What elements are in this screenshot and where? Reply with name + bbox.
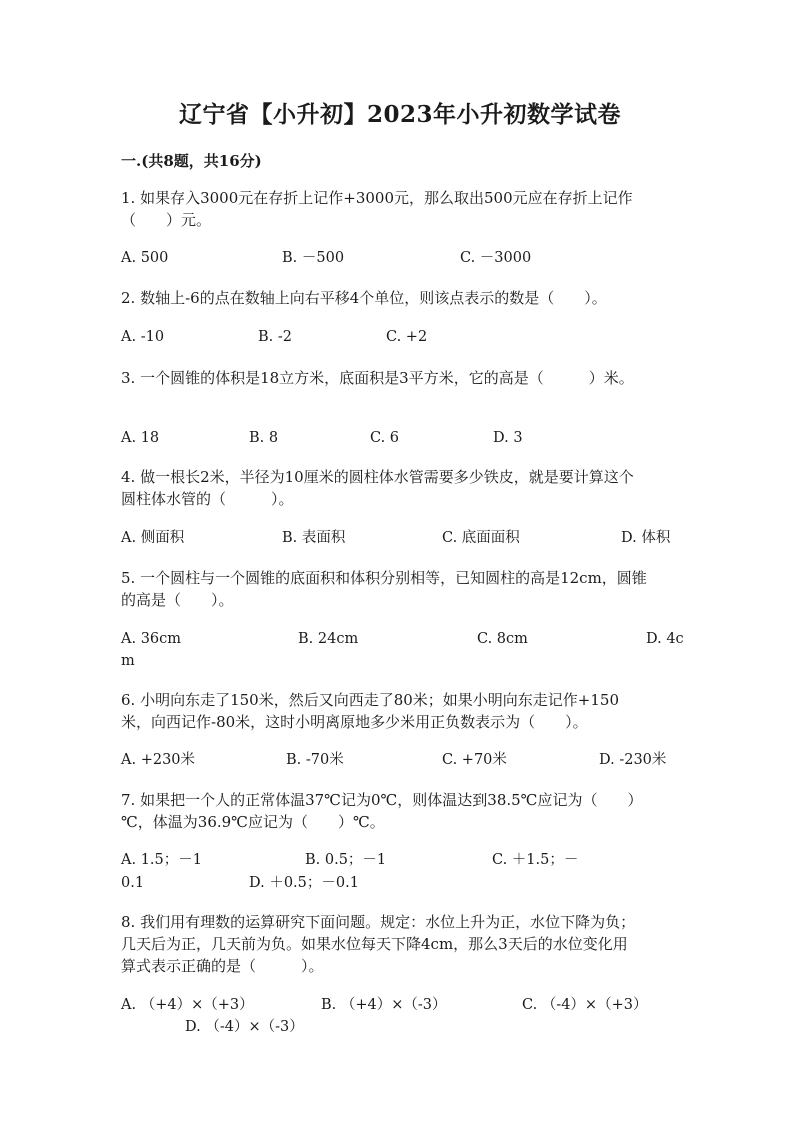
question-7-line-1: 7. 如果把一个人的正常体温37℃记为0℃，则体温达到38.5℃应记为（ ） <box>121 791 643 809</box>
question-5-line-2: 的高是（ ）。 <box>121 591 234 609</box>
question-5-line-1: 5. 一个圆柱与一个圆锥的底面积和体积分别相等，已知圆柱的高是12cm，圆锥 <box>121 569 647 587</box>
question-8-option-b: B. （+4）×（-3） <box>321 997 447 1013</box>
question-6-option-c: C. +70米 <box>442 752 507 768</box>
question-6-option-a: A. +230米 <box>121 752 196 768</box>
question-7-option-c-wrap: 0.1 <box>121 875 145 891</box>
question-6-line-1: 6. 小明向东走了150米，然后又向西走了80米；如果小明向东走记作+150 <box>121 691 619 709</box>
question-5-option-d: D. 4c <box>646 631 684 647</box>
question-4-line-1: 4. 做一根长2米，半径为10厘米的圆柱体水管需要多少铁皮，就是要计算这个 <box>121 468 634 486</box>
question-8-option-a: A. （+4）×（+3） <box>121 997 254 1013</box>
question-2-option-c: C. +2 <box>386 329 428 345</box>
question-1-option-b: B. －500 <box>282 250 345 266</box>
question-3-option-a: A. 18 <box>121 430 160 446</box>
question-1-option-a: A. 500 <box>121 250 169 266</box>
question-7-option-a: A. 1.5；－1 <box>121 852 202 868</box>
question-5-option-d-wrap: m <box>121 653 135 669</box>
question-2-line-1: 2. 数轴上-6的点在数轴上向右平移4个单位，则该点表示的数是（ ）。 <box>121 289 607 307</box>
question-8-line-1: 8. 我们用有理数的运算研究下面问题。规定：水位上升为正，水位下降为负； <box>121 913 636 931</box>
question-5-option-c: C. 8cm <box>477 631 528 647</box>
question-2-option-a: A. -10 <box>121 329 165 345</box>
section-header: 一.(共8题，共16分) <box>121 152 262 170</box>
question-6-line-2: 米，向西记作-80米，这时小明离原地多少米用正负数表示为（ ）。 <box>121 713 588 731</box>
question-7-option-b: B. 0.5；－1 <box>305 852 387 868</box>
question-6-option-d: D. -230米 <box>599 752 667 768</box>
question-3-option-d: D. 3 <box>493 430 523 446</box>
question-7-option-d: D. ＋0.5；－0.1 <box>249 875 359 891</box>
question-4-option-b: B. 表面积 <box>282 530 346 546</box>
question-7-line-2: ℃，体温为36.9℃应记为（ ）℃。 <box>121 813 385 831</box>
question-3-option-c: C. 6 <box>370 430 400 446</box>
question-3-option-b: B. 8 <box>249 430 279 446</box>
question-6-option-b: B. -70米 <box>286 752 344 768</box>
question-5-option-b: B. 24cm <box>298 631 359 647</box>
question-3-line-1: 3. 一个圆锥的体积是18立方米，底面积是3平方米，它的高是（ ）米。 <box>121 369 634 387</box>
question-8-option-c: C. （-4）×（+3） <box>522 997 648 1013</box>
question-7-option-c: C. ＋1.5；－ <box>492 852 579 868</box>
question-1-line-1: 1. 如果存入3000元在存折上记作+3000元，那么取出500元应在存折上记作 <box>121 189 633 207</box>
page-title: 辽宁省【小升初】2023年小升初数学试卷 <box>178 101 621 128</box>
question-1-line-2: （ ）元。 <box>121 211 212 229</box>
question-2-option-b: B. -2 <box>258 329 292 345</box>
question-8-line-2: 几天后为正，几天前为负。如果水位每天下降4cm，那么3天后的水位变化用 <box>121 935 628 953</box>
question-4-option-c: C. 底面面积 <box>442 530 520 546</box>
question-4-option-a: A. 侧面积 <box>121 530 185 546</box>
question-8-line-3: 算式表示正确的是（ ）。 <box>121 957 324 975</box>
question-5-option-a: A. 36cm <box>121 631 182 647</box>
question-4-option-d: D. 体积 <box>621 530 671 546</box>
question-1-option-c: C. －3000 <box>460 250 532 266</box>
question-4-line-2: 圆柱体水管的（ ）。 <box>121 490 294 508</box>
question-8-option-d: D. （-4）×（-3） <box>185 1019 304 1035</box>
